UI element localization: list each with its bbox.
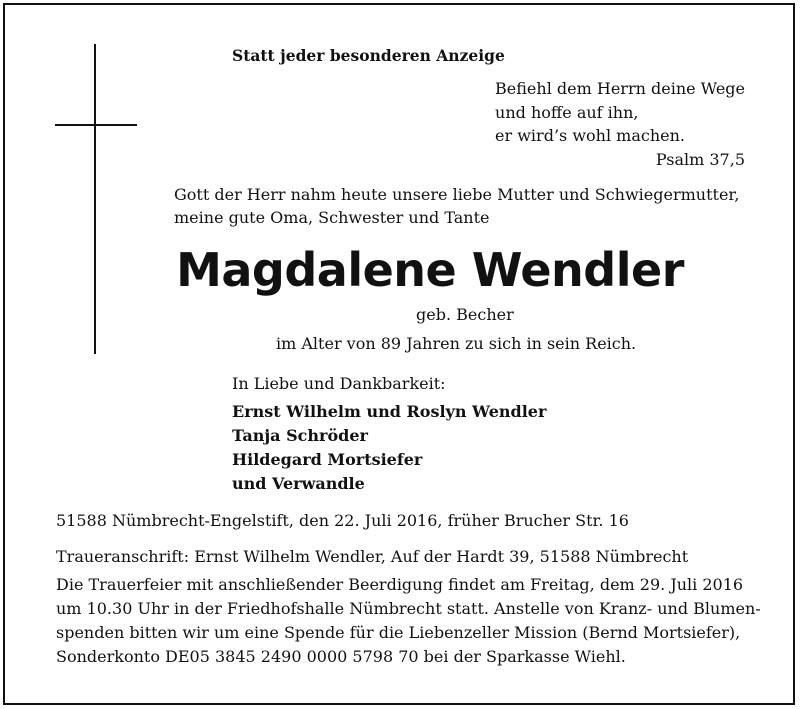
funeral-line: spenden bitten wir um eine Spende für die Liebenzeller Mission (Bernd Mortsiefer), [56, 623, 741, 642]
funeral-line: um 10.30 Uhr in der Friedhofshalle Nümbrecht statt. Anstelle von Kranz- und Blumen- [56, 599, 761, 618]
psalm-line: Befiehl dem Herrn deine Wege [495, 79, 745, 98]
funeral-details [56, 573, 761, 669]
age-line: im Alter von 89 Jahren zu sich in sein Reich. [276, 334, 637, 353]
intro-line: Gott der Herr nahm heute unsere liebe Mutter und Schwiegermutter, [174, 185, 740, 204]
mourning-address: Traueranschrift: Ernst Wilhelm Wendler, Auf der Hardt 39, 51588 Nümbrecht [56, 547, 689, 566]
notice-header: Statt jeder besonderen Anzeige [232, 46, 505, 65]
mourner-name: Ernst Wilhelm und Roslyn Wendler [232, 402, 547, 421]
psalm-reference: Psalm 37,5 [655, 149, 745, 169]
funeral-line: Die Trauerfeier mit anschließender Beerdigung findet am Freitag, dem 29. Juli 2016 [56, 575, 744, 594]
psalm-line: und hoffe auf ihn, [495, 102, 639, 122]
funeral-line: Sonderkonto DE05 3845 2490 0000 5798 70 bei der Sparkasse Wiehl. [56, 647, 626, 666]
mourner-name: Hildegard Mortsiefer [232, 450, 423, 469]
mourner-name: Tanja Schröder [232, 426, 368, 445]
psalm-line: er wird’s wohl machen. [495, 126, 685, 145]
love-line: In Liebe und Dankbarkeit: [232, 374, 446, 393]
birth-name: geb. Becher [416, 305, 514, 324]
deceased-name: Magdalene Wendler [176, 243, 684, 297]
cross-horizontal-bar [55, 124, 137, 126]
psalm-quote [495, 77, 745, 171]
place-date-line: 51588 Nümbrecht-Engelstift, den 22. Juli 2016, früher Brucher Str. 16 [56, 511, 629, 530]
mourner-name: und Verwandle [232, 474, 365, 493]
cross-vertical-bar [94, 44, 96, 354]
mourners-list [232, 400, 546, 496]
intro-line: meine gute Oma, Schwester und Tante [174, 208, 490, 227]
